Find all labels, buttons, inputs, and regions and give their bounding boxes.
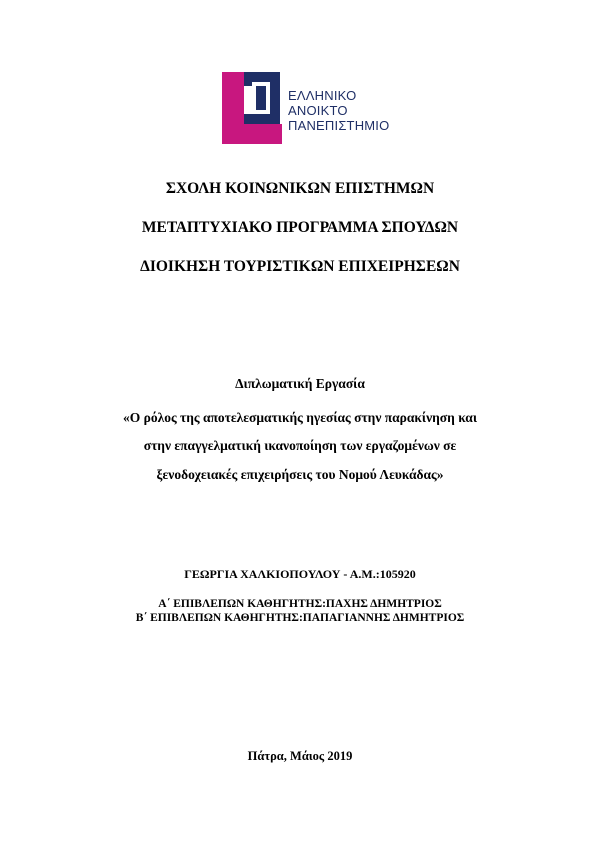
supervisor-b: Β΄ ΕΠΙΒΛΕΠΩΝ ΚΑΘΗΓΗΤΗΣ:ΠΑΠΑΓΙΑΝΝΗΣ ΔΗΜΗΤΡΙΟΣ: [135, 612, 465, 624]
logo-text-line-1: ΕΛΛΗΝΙΚΟ: [288, 88, 357, 103]
author-line: ΓΕΩΡΓΙΑ ΧΑΛΚΙΟΠΟΥΛΟΥ - Α.Μ.:105920: [184, 567, 416, 581]
thesis-title-line-1: «Ο ρόλος της αποτελεσματικής ηγεσίας στην παρακίνηση και: [122, 410, 478, 425]
school-name: ΣΧΟΛΗ ΚΟΙΝΩΝΙΚΩΝ ΕΠΙΣΤΗΜΩΝ: [165, 180, 435, 197]
university-logo: [222, 72, 422, 144]
supervisor-a: Α΄ ΕΠΙΒΛΕΠΩΝ ΚΑΘΗΓΗΤΗΣ:ΠΑΧΗΣ ΔΗΜΗΤΡΙΟΣ: [158, 598, 442, 610]
program-name: ΜΕΤΑΠΤΥΧΙΑΚΟ ΠΡΟΓΡΑΜΜΑ ΣΠΟΥΔΩΝ: [141, 219, 459, 236]
department-name: ΔΙΟΙΚΗΣΗ ΤΟΥΡΙΣΤΙΚΩΝ ΕΠΙΧΕΙΡΗΣΕΩΝ: [140, 258, 460, 275]
thesis-type: Διπλωματική Εργασία: [235, 376, 365, 391]
university-logo-text: [288, 88, 389, 133]
thesis-title-line-3: ξενοδοχειακές επιχειρήσεις του Νομού Λευκάδας»: [156, 467, 444, 482]
logo-text-line-2: ΑΝΟΙΚΤΟ: [288, 103, 348, 118]
logo-text-line-3: ΠΑΝΕΠΙΣΤΗΜΙΟ: [288, 118, 390, 133]
university-logo-mark-icon: [222, 72, 282, 144]
thesis-title-line-2: στην επαγγελματική ικανοποίηση των εργαζομένων σε: [143, 438, 457, 453]
place-date: Πάτρα, Μάιος 2019: [247, 749, 353, 763]
